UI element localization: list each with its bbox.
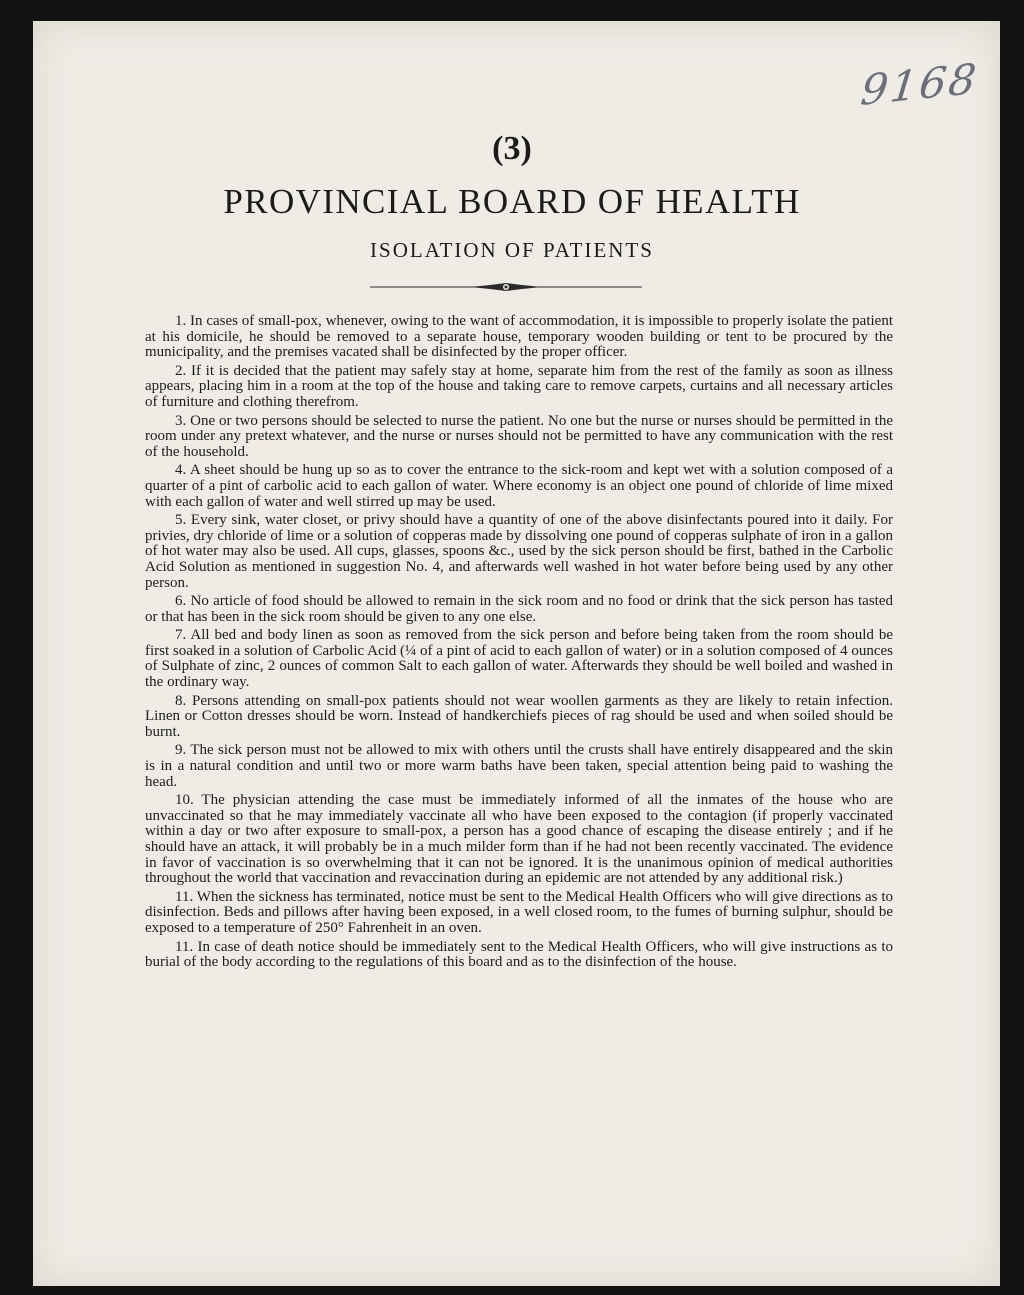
- paragraph-6: 6. No article of food should be allowed to remain in the sick room and no food or drink that the sick person has tasted or that has been in the sick room should be given to any one else.: [145, 593, 893, 625]
- paragraph-5: 5. Every sink, water closet, or privy should have a quantity of one of the above disinfectants poured into it daily. For privies, dry chloride of lime or a solution of copperas made by dissolving one pound of copperas sulphate of iron in a gallon of hot water may also be used. All cups, glasses, spoons &c., used by the sick person should be first, bathed in the Carbolic Acid Solution as mentioned in suggestion No. 4, and afterwards well washed in hot water before being used by any other person.: [145, 512, 893, 591]
- paragraph-11-death: 11. In case of death notice should be immediately sent to the Medical Health Officers, who will give instructions as to burial of the body according to the regulations of this board and as to the disinfection of the house.: [145, 938, 893, 971]
- paragraph-10: 10. The physician attending the case must be immediately informed of all the inmates of the house who are unvaccinated so that he may immediately vaccinate all who have been exposed to the contagion (if properly vaccinated within a day or two after exposure to small-pox, a person has a good chance of escaping the disease entirely ; and if he should have an attack, it will probably be in a much milder form than if he had not been recently vaccinated. The evidence in favor of vaccination is so overwhelming that it can not be ignored. It is the unanimous opinion of medical authorities throughout the world that vaccination and revaccination during an epidemic are not attended by any additional risk.): [145, 792, 893, 887]
- ornamental-divider: [370, 280, 642, 294]
- instructions-body: [145, 314, 893, 974]
- paragraph-1: 1. In cases of small-pox, whenever, owing to the want of accommodation, it is impossible to properly isolate the patient at his domicile, he should be removed to a separate house, temporary wooden building or tent to be procured by the municipality, and the premises vacated shall be disinfected by the proper officer.: [145, 313, 893, 361]
- paragraph-8: 8. Persons attending on small-pox patients should not wear woollen garments as they are likely to retain infection. Linen or Cotton dresses should be worn. Instead of handkerchiefs pieces of rag should be used and when soiled should be burnt.: [145, 692, 893, 740]
- paragraph-2: 2. If it is decided that the patient may safely stay at home, separate him from the rest of the family as soon as illness appears, placing him in a room at the top of the house and taking care to remove carpets, curtains and all necessary articles of furniture and clothing therefrom.: [145, 362, 893, 410]
- handwritten-archive-number: 9168: [858, 54, 981, 115]
- paragraph-4: 4. A sheet should be hung up so as to cover the entrance to the sick-room and kept wet with a solution composed of a quarter of a pint of carbolic acid to each gallon of water. Where economy is an object one pound of chloride of lime mixed with each gallon of water and well stirred up may be used.: [145, 462, 893, 510]
- page-title: PROVINCIAL BOARD OF HEALTH: [223, 182, 801, 221]
- paragraph-11-terminated: 11. When the sickness has terminated, notice must be sent to the Medical Health Officers who will give directions as to disinfection. Beds and pillows after having been exposed, in a well closed room, to the fumes of burning sulphur, should be exposed to a temperature of 250° Fahrenheit in an oven.: [145, 888, 893, 936]
- paragraph-9: 9. The sick person must not be allowed to mix with others until the crusts shall have entirely disappeared and the skin is in a natural condition and until two or more warm baths have been taken, special attention being paid to washing the head.: [145, 742, 893, 790]
- document-number: (3): [492, 130, 532, 167]
- paragraph-3: 3. One or two persons should be selected to nurse the patient. No one but the nurse or nurses should be permitted in the room under any pretext whatever, and the nurse or nurses should not be permitted to have any communication with the rest of the household.: [145, 412, 893, 460]
- paragraph-7: 7. All bed and body linen as soon as removed from the sick person and before being taken from the room should be first soaked in a solution of Carbolic Acid (¼ of a pint of acid to each gallon of water) or in a solution composed of 4 ounces of Sulphate of zinc, 2 ounces of common Salt to each gallon of water. Afterwards they should be well boiled and washed in the ordinary way.: [145, 627, 893, 691]
- page-subtitle: ISOLATION OF PATIENTS: [370, 238, 654, 262]
